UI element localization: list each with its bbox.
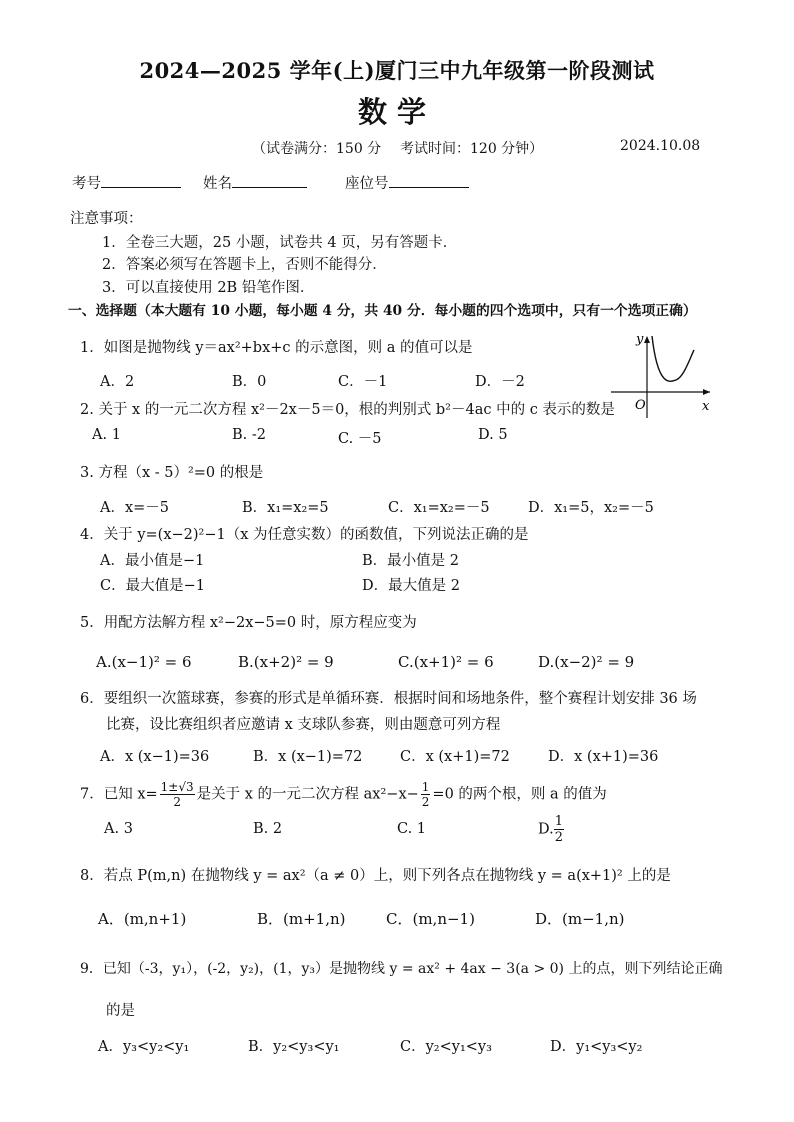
q4-option-d: D．最大值是 2 — [362, 578, 460, 594]
q7-option-a: A. 3 — [104, 821, 133, 837]
x-axis-label: x — [702, 399, 710, 414]
field-seat-no — [345, 172, 469, 193]
q1-option-b: B．0 — [232, 374, 267, 390]
field-label: 姓名 — [203, 176, 232, 192]
fraction-numerator: 1±√3 — [160, 780, 194, 794]
q1-option-c: C．－1 — [338, 374, 388, 390]
q8-stem: 8．若点 P(m,n) 在抛物线 y = ax²（a ≠ 0）上，则下列各点在抛物线 y = a(x+1)² 上的是 — [80, 868, 671, 884]
exam-no-blank — [101, 173, 181, 188]
q3-option-c: C．x₁=x₂=－5 — [388, 500, 490, 516]
field-exam-no — [72, 172, 181, 193]
q3-option-a: A．x=－5 — [100, 500, 170, 516]
q6-option-a: A．x (x−1)=36 — [100, 749, 210, 765]
q2-stem: 2. 关于 x 的一元二次方程 x²－2x－5＝0，根的判别式 b²－4ac 中的 c 表示的数是 — [80, 402, 615, 418]
parabola-figure — [606, 328, 718, 420]
q4-option-b: B．最小值是 2 — [362, 553, 459, 569]
q4-stem: 4．关于 y=(x−2)²−1（x 为任意实数）的函数值，下列说法正确的是 — [80, 527, 529, 543]
q1-option-d: D．－2 — [475, 374, 525, 390]
q3-option-d: D．x₁=5，x₂=－5 — [528, 500, 654, 516]
q8-option-d: D．(m−1,n) — [535, 910, 625, 928]
q7-option-c: C. 1 — [397, 821, 427, 837]
name-blank — [232, 173, 307, 188]
field-label: 座位号 — [345, 176, 389, 192]
q6-option-d: D．x (x+1)=36 — [548, 749, 659, 765]
q1-option-a: A．2 — [100, 374, 135, 390]
field-name — [203, 172, 307, 193]
q3-stem: 3. 方程（x - 5）²=0 的根是 — [80, 465, 264, 481]
parabola-curve — [652, 336, 694, 381]
origin-label: O — [635, 398, 646, 413]
q8-option-b: B．(m+1,n) — [257, 910, 346, 928]
q7-option-d — [538, 814, 564, 845]
q2-option-a: A. 1 — [92, 427, 121, 443]
q6-option-c: C．x (x+1)=72 — [400, 749, 510, 765]
fraction-denominator: 2 — [421, 795, 430, 809]
seat-no-blank — [389, 173, 469, 188]
q7-stem-part: 7．已知 x= — [80, 786, 158, 803]
q5-option-c: C.(x+1)² = 6 — [398, 653, 494, 671]
fraction-denominator: 2 — [173, 795, 181, 809]
q2-option-b: B. -2 — [232, 427, 266, 443]
q5-option-d: D.(x−2)² = 9 — [538, 653, 635, 671]
q9-option-b: B．y₂<y₃<y₁ — [248, 1039, 340, 1055]
x-axis-arrow — [703, 389, 710, 395]
q5-option-a: A.(x−1)² = 6 — [96, 653, 192, 671]
q7-stem — [80, 780, 607, 809]
y-axis-label: y — [636, 332, 644, 347]
q6-option-b: B．x (x−1)=72 — [253, 749, 363, 765]
q7-option-b: B. 2 — [253, 821, 283, 837]
q7-root-fraction — [160, 780, 195, 809]
y-axis-arrow — [644, 336, 650, 343]
exam-time: 考试时间：120 分钟） — [400, 141, 544, 157]
fraction-numerator: 1 — [421, 780, 430, 794]
q7-stem-part: =0 的两个根，则 a 的值为 — [432, 786, 607, 803]
subject-title: 数学 — [357, 95, 436, 129]
field-label: 考号 — [72, 176, 101, 192]
q9-stem-cont: 的是 — [106, 1003, 135, 1019]
fraction-denominator: 2 — [554, 830, 563, 845]
q8-option-a: A．(m,n+1) — [98, 910, 187, 928]
note-item: 1．全卷三大题，25 小题，试卷共 4 页，另有答题卡． — [102, 235, 458, 251]
q1-stem: 1．如图是抛物线 y＝ax²+bx+c 的示意图，则 a 的值可以是 — [80, 340, 473, 356]
q9-option-c: C．y₂<y₁<y₃ — [400, 1039, 492, 1055]
q3-option-b: B．x₁=x₂=5 — [242, 500, 329, 516]
q2-option-d: D. 5 — [478, 427, 508, 443]
q8-option-c: C．(m,n−1) — [386, 910, 475, 928]
note-item: 3．可以直接使用 2B 铅笔作图． — [102, 280, 315, 296]
q7-half-fraction — [421, 780, 431, 809]
note-item: 2．答案必须写在答题卡上，否则不能得分． — [102, 257, 387, 273]
q9-option-a: A．y₃<y₂<y₁ — [98, 1039, 190, 1055]
q6-stem: 6．要组织一次篮球赛，参赛的形式是单循环赛．根据时间和场地条件，整个赛程计划安排 36 场 — [80, 691, 697, 707]
exam-title: 2024—2025 学年(上)厦门三中九年级第一阶段测试 — [139, 58, 655, 83]
q4-option-a: A．最小值是−1 — [100, 553, 205, 569]
q6-stem-cont: 比赛，设比赛组织者应邀请 x 支球队参赛，则由题意可列方程 — [106, 717, 501, 733]
fraction-numerator: 1 — [554, 814, 563, 829]
exam-date: 2024.10.08 — [620, 138, 701, 154]
q9-stem: 9．已知（-3，y₁），(-2，y₂)，(1，y₃）是抛物线 y = ax² + 4ax − 3(a > 0) 上的点，则下列结论正确 — [80, 961, 723, 977]
full-score: （试卷满分：150 分 — [252, 141, 382, 157]
q5-stem: 5．用配方法解方程 x²−2x−5=0 时，原方程应变为 — [80, 615, 417, 631]
q9-option-d: D．y₁<y₃<y₂ — [550, 1039, 643, 1055]
q7-option-d-fraction — [554, 814, 564, 845]
section-heading: 一、选择题（本大题有 10 小题，每小题 4 分，共 40 分．每小题的四个选项中，只有一个选项正确） — [68, 303, 697, 319]
option-letter: D. — [538, 821, 554, 838]
notes-heading: 注意事项： — [70, 211, 143, 227]
q2-option-c: C. －5 — [338, 431, 382, 447]
q4-option-c: C．最大值是−1 — [100, 578, 205, 594]
q5-option-b: B.(x+2)² = 9 — [238, 653, 334, 671]
q7-stem-part: 是关于 x 的一元二次方程 ax²−x− — [196, 786, 419, 803]
